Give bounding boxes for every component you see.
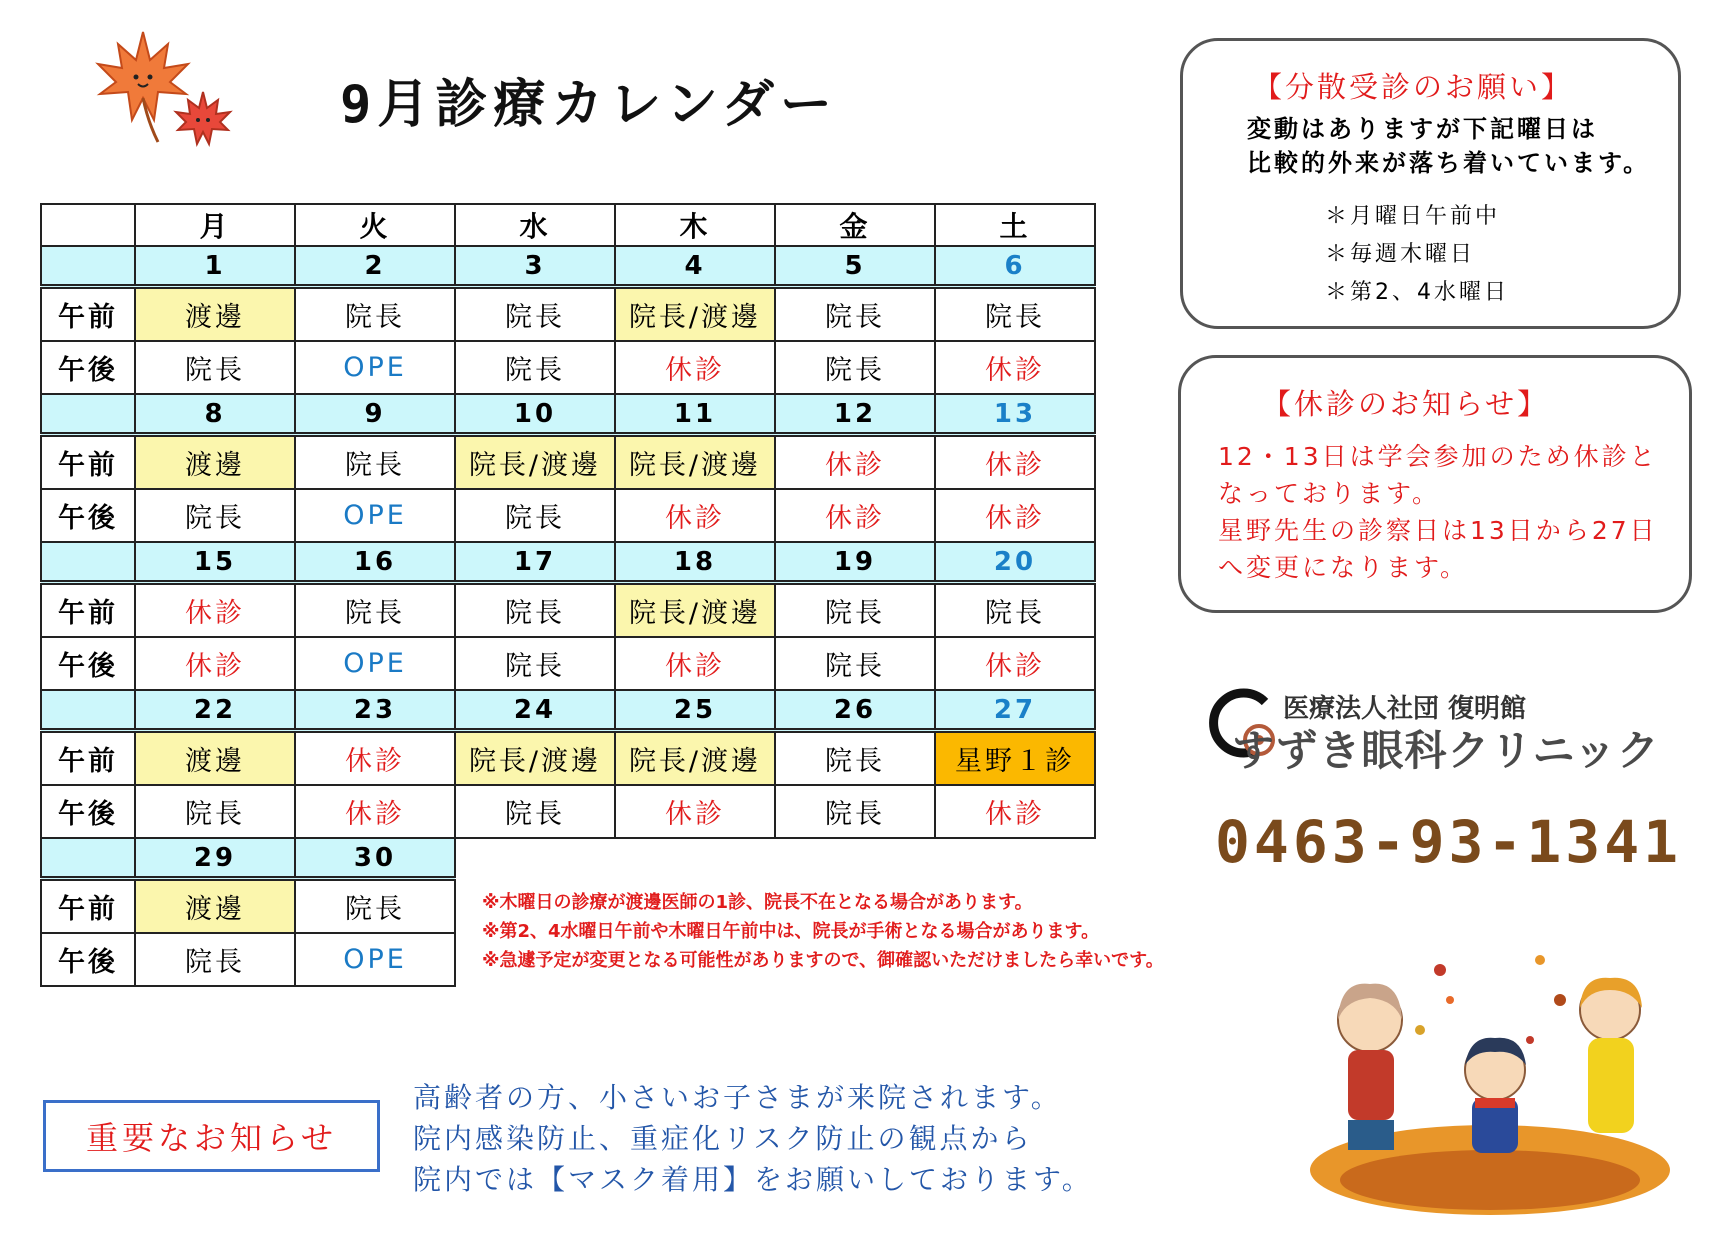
notice-line: 高齢者の方、小さいお子さまが来院されます。 bbox=[413, 1081, 1062, 1114]
slot-cell: 休診 bbox=[615, 341, 775, 394]
slot-cell: 渡邊 bbox=[135, 287, 295, 342]
slot-cell: 院長 bbox=[935, 287, 1095, 342]
date-row bbox=[41, 690, 1095, 731]
weekday-sat: 土 bbox=[935, 204, 1095, 246]
body-line: 変動はありますが下記曜日は bbox=[1247, 115, 1598, 143]
slot-cell: 院長/渡邊 bbox=[615, 435, 775, 490]
date-cell-saturday: 27 bbox=[935, 690, 1095, 731]
slot-cell: OPE bbox=[295, 341, 455, 394]
dispersal-list bbox=[1325, 198, 1509, 312]
pm-label: 午後 bbox=[41, 341, 135, 394]
slot-cell: 院長 bbox=[135, 489, 295, 542]
body-line: 星野先生の診察日は13日から27日 bbox=[1218, 516, 1658, 545]
page-title: 9月診療カレンダー bbox=[340, 75, 838, 135]
slot-cell: 休診 bbox=[135, 583, 295, 638]
body-line: 比較的外来が落ち着いています。 bbox=[1247, 149, 1651, 177]
slot-cell: 休診 bbox=[775, 435, 935, 490]
slot-cell: 院長 bbox=[295, 287, 455, 342]
pm-label: 午後 bbox=[41, 933, 135, 986]
date-row bbox=[41, 246, 1095, 287]
important-notice-text bbox=[413, 1077, 1093, 1200]
weekday-thu: 木 bbox=[615, 204, 775, 246]
list-item: ＊月曜日午前中 bbox=[1325, 204, 1501, 229]
body-line: 12・13日は学会参加のため休診と bbox=[1218, 442, 1658, 471]
list-item: ＊第2、4水曜日 bbox=[1325, 280, 1509, 305]
pm-row bbox=[41, 341, 1095, 394]
slot-cell: 休診 bbox=[615, 489, 775, 542]
slot-cell: OPE bbox=[295, 489, 455, 542]
date-cell: 24 bbox=[455, 690, 615, 731]
slot-cell: 渡邊 bbox=[135, 731, 295, 786]
slot-cell: OPE bbox=[295, 933, 455, 986]
date-cell: 16 bbox=[295, 542, 455, 583]
slot-cell: 休診 bbox=[615, 637, 775, 690]
date-cell: 18 bbox=[615, 542, 775, 583]
am-row bbox=[41, 287, 1095, 342]
date-cell-saturday: 20 bbox=[935, 542, 1095, 583]
slot-cell: 休診 bbox=[615, 785, 775, 838]
slot-cell: 院長/渡邊 bbox=[455, 435, 615, 490]
corner-cell bbox=[41, 204, 135, 246]
slot-cell: 院長 bbox=[135, 341, 295, 394]
note-line: ※第2、4水曜日午前や木曜日午前中は、院長が手術となる場合があります。 bbox=[482, 921, 1100, 942]
clinic-organization: 医療法人社団 復明館 bbox=[1283, 694, 1527, 724]
calendar-table bbox=[40, 203, 1096, 987]
slot-cell: 院長 bbox=[295, 583, 455, 638]
date-cell: 12 bbox=[775, 394, 935, 435]
autumn-kids-illustration-icon bbox=[1300, 940, 1680, 1220]
am-row bbox=[41, 731, 1095, 786]
date-row bbox=[41, 838, 1095, 879]
weekday-wed: 水 bbox=[455, 204, 615, 246]
date-cell: 8 bbox=[135, 394, 295, 435]
date-cell: 17 bbox=[455, 542, 615, 583]
slot-cell: 院長 bbox=[135, 785, 295, 838]
pm-row bbox=[41, 489, 1095, 542]
clinic-phone: 0463-93-1341 bbox=[1215, 808, 1683, 876]
date-cell: 22 bbox=[135, 690, 295, 731]
date-cell: 29 bbox=[135, 838, 295, 879]
date-cell: 1 bbox=[135, 246, 295, 287]
maple-leaf-icon bbox=[88, 22, 248, 152]
slot-cell: 渡邊 bbox=[135, 879, 295, 934]
date-cell: 10 bbox=[455, 394, 615, 435]
list-item: ＊毎週木曜日 bbox=[1325, 242, 1476, 267]
pm-label: 午後 bbox=[41, 785, 135, 838]
slot-cell: 院長 bbox=[455, 287, 615, 342]
slot-cell: 休診 bbox=[135, 637, 295, 690]
weekday-mon: 月 bbox=[135, 204, 295, 246]
slot-cell: 院長 bbox=[295, 879, 455, 934]
date-cell: 11 bbox=[615, 394, 775, 435]
body-line: へ変更になります。 bbox=[1218, 553, 1469, 582]
am-row bbox=[41, 435, 1095, 490]
dispersal-body bbox=[1247, 112, 1650, 180]
date-cell-saturday: 6 bbox=[935, 246, 1095, 287]
clinic-name: すずき眼科クリニック bbox=[1232, 726, 1660, 775]
date-cell: 23 bbox=[295, 690, 455, 731]
slot-cell: 休診 bbox=[935, 637, 1095, 690]
slot-cell: 院長 bbox=[455, 341, 615, 394]
am-label: 午前 bbox=[41, 879, 135, 934]
slot-cell: 院長 bbox=[455, 583, 615, 638]
slot-cell: 休診 bbox=[295, 731, 455, 786]
pm-label: 午後 bbox=[41, 637, 135, 690]
slot-cell: 渡邊 bbox=[135, 435, 295, 490]
am-label: 午前 bbox=[41, 583, 135, 638]
am-label: 午前 bbox=[41, 731, 135, 786]
notice-line: 院内では【マスク着用】をお願いしております。 bbox=[413, 1163, 1093, 1196]
important-notice-label: 重要なお知らせ bbox=[43, 1100, 380, 1172]
slot-cell: 院長 bbox=[935, 583, 1095, 638]
slot-cell: 院長 bbox=[775, 287, 935, 342]
slot-cell: 休診 bbox=[935, 489, 1095, 542]
date-cell: 25 bbox=[615, 690, 775, 731]
slot-cell: 休診 bbox=[295, 785, 455, 838]
slot-cell: 院長 bbox=[775, 731, 935, 786]
dispersal-title: 【分散受診のお願い】 bbox=[1253, 70, 1574, 104]
date-row-label bbox=[41, 838, 135, 879]
schedule-notes bbox=[482, 888, 1164, 975]
weekday-header-row bbox=[41, 204, 1095, 246]
note-line: ※急遽予定が変更となる可能性がありますので、御確認いただけましたら幸いです。 bbox=[482, 950, 1164, 971]
date-cell: 9 bbox=[295, 394, 455, 435]
slot-cell: 院長 bbox=[295, 435, 455, 490]
date-cell: 26 bbox=[775, 690, 935, 731]
slot-cell: 星野１診 bbox=[935, 731, 1095, 786]
weekday-tue: 火 bbox=[295, 204, 455, 246]
slot-cell: 院長 bbox=[775, 785, 935, 838]
slot-cell: 休診 bbox=[775, 489, 935, 542]
date-cell: 3 bbox=[455, 246, 615, 287]
note-line: ※木曜日の診療が渡邊医師の1診、院長不在となる場合があります。 bbox=[482, 892, 1033, 913]
date-cell: 5 bbox=[775, 246, 935, 287]
slot-cell: 院長 bbox=[455, 489, 615, 542]
pm-row bbox=[41, 637, 1095, 690]
am-row bbox=[41, 583, 1095, 638]
body-line: なっております。 bbox=[1218, 479, 1441, 508]
slot-cell: 院長 bbox=[775, 341, 935, 394]
empty-area bbox=[455, 838, 1095, 879]
date-row-label bbox=[41, 542, 135, 583]
slot-cell: 院長 bbox=[135, 933, 295, 986]
slot-cell: 院長 bbox=[775, 583, 935, 638]
date-cell-saturday: 13 bbox=[935, 394, 1095, 435]
slot-cell: 院長/渡邊 bbox=[615, 287, 775, 342]
date-row-label bbox=[41, 690, 135, 731]
slot-cell: 院長/渡邊 bbox=[615, 731, 775, 786]
slot-cell: 院長 bbox=[775, 637, 935, 690]
date-row bbox=[41, 542, 1095, 583]
slot-cell: OPE bbox=[295, 637, 455, 690]
am-label: 午前 bbox=[41, 435, 135, 490]
closure-body bbox=[1218, 438, 1658, 586]
date-cell: 2 bbox=[295, 246, 455, 287]
date-row-label bbox=[41, 246, 135, 287]
date-cell: 30 bbox=[295, 838, 455, 879]
pm-label: 午後 bbox=[41, 489, 135, 542]
slot-cell: 休診 bbox=[935, 341, 1095, 394]
slot-cell: 休診 bbox=[935, 785, 1095, 838]
weekday-fri: 金 bbox=[775, 204, 935, 246]
date-cell: 4 bbox=[615, 246, 775, 287]
date-row bbox=[41, 394, 1095, 435]
slot-cell: 院長/渡邊 bbox=[455, 731, 615, 786]
notice-line: 院内感染防止、重症化リスク防止の観点から bbox=[413, 1122, 1033, 1155]
slot-cell: 休診 bbox=[935, 435, 1095, 490]
slot-cell: 院長 bbox=[455, 637, 615, 690]
am-label: 午前 bbox=[41, 287, 135, 342]
date-row-label bbox=[41, 394, 135, 435]
date-cell: 19 bbox=[775, 542, 935, 583]
pm-row bbox=[41, 785, 1095, 838]
date-cell: 15 bbox=[135, 542, 295, 583]
slot-cell: 院長/渡邊 bbox=[615, 583, 775, 638]
slot-cell: 院長 bbox=[455, 785, 615, 838]
closure-title: 【休診のお知らせ】 bbox=[1262, 387, 1550, 421]
